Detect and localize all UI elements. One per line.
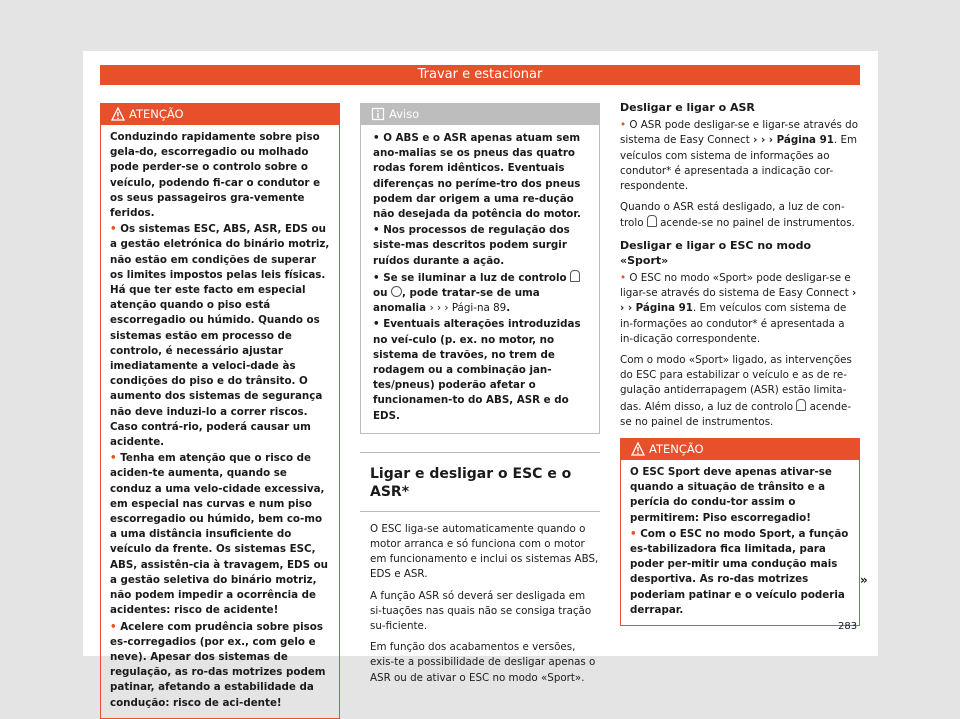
warning-body [101,125,339,718]
paragraph: A função ASR só deverá ser desligada em si-tuações nas quais não se consiga tração su-ficiente. [370,589,592,633]
info-icon [371,107,385,121]
note-header [361,104,599,125]
bullet-text: Tenha em atenção que o risco de aciden-te aumenta, quando se conduz a uma velo-cidade excessiva, em especial nas curvas e num piso escorregadio ou húmido, bem co-mo a uma distância insuficiente do veículo da frente. Os sistemas ESC, ABS, assistên-cia à travagem, EDS ou a gestão seletiva do binário motriz, não podem impedir a ocorrência de acidentes: risco de acidente! [110,452,328,617]
bullet-text: Eventuais alterações introduzidas no veí-culo (p. ex. no motor, no sistema de travões, no trem de rodagem ou a combinação jan-tes/pneus) poderão afetar o funcionamen-to do ABS, ASR e do EDS. [373,318,581,422]
continue-mark: » [860,573,868,587]
paragraph-text: acende-se no painel de instrumentos. [660,217,855,230]
esc-sport-lamp-icon [796,399,806,411]
bullet-text: Acelere com prudência sobre pisos es-corregadios (por ex., com gelo e neve). Apesar dos sistemas de regulação, as ro-das motrizes podem patinar, afetando a estabilidade da condução: risco de aci-dente! [110,620,326,709]
warning-box [100,103,340,719]
list-item: • Os sistemas ESC, ABS, ASR, EDS ou a gestão eletrónica do binário motriz, não estão em condições de superar os limites impostos pelas leis físicas. Há que ter este facto em especial atenção quando o piso está escorregadio ou húmido. Quando os sistemas estão em processo de controlo, é necessário ajustar imediatamente a veloci-dade às condições do piso e do trânsito. O aumento dos sistemas de segurança não deve induzi-lo a correr riscos. Caso contrá-rio, poderá causar um acidente. [110,223,330,449]
list-item: • Nos processos de regulação dos siste-mas descritos podem surgir ruídos durante a ação. [373,224,570,267]
paragraph [620,353,860,430]
bullet-text: Nos processos de regulação dos siste-mas descritos podem surgir ruídos durante a ação. [373,224,570,267]
list-item: • Com o ESC no modo Sport, a função es-tabilizadora fica limitada, para poder per-mitir uma condução mais desportiva. As ro-das motrizes poderiam patinar e o veículo poderia derrapar. [630,527,849,616]
warning-header [621,439,859,460]
bullet-text: Com o ESC no modo Sport, a função es-tabilizadora fica limitada, para poder per-mitir uma condução mais desportiva. As ro-das motrizes poderiam patinar e o veículo poderia derrapar. [630,527,849,616]
paragraph-text: Quando o ASR está desligado, a luz de con-trolo [620,201,845,230]
warning-body [621,460,859,625]
warning-intro: O ESC Sport deve apenas ativar-se quando a situação de trânsito e a perícia do condu-tor assim o permitirem: Piso escorregadio! [630,466,832,524]
paragraph: • O ASR pode desligar-se e ligar-se através do sistema de Easy Connect › › › Página 91. Em veículos com sistema de informações ao condutor* é apresentada a indicação cor-respondente. [620,119,859,193]
paragraph [620,200,860,231]
section-title: Ligar e desligar o ESC e o ASR* [370,465,572,500]
paragraph-text: Com o modo «Sport» ligado, as intervenções do ESC para estabilizar o veículo e as de re-gulação antiderrapagem (ASR) estão limita-das. Além disso, a luz de controlo [620,354,852,413]
warning-icon [631,442,645,456]
subheading: Desligar e ligar o ASR [620,101,755,114]
page-reference-link[interactable]: › › › Pági-na 89 [429,302,507,315]
asr-off-lamp-icon [647,215,657,227]
paragraph-text: acende-se no painel de instrumentos. [620,400,852,428]
paragraph-text: . Em veículos com sistema de informações ao condutor* é apresentada a indicação cor-respondente. [620,134,858,193]
paragraph-text: O ESC no modo «Sport» pode desligar-se e ligar-se através do sistema de Easy Connect [620,272,851,300]
warning-icon [111,107,125,121]
esc-warning-lamp-icon [570,270,580,282]
warning-header [101,104,339,125]
note-body [361,125,599,433]
paragraph-text: . Em veículos com sistema de in-formações ao condutor* é apresentada a in-dicação correspondente. [620,302,847,345]
column-left [100,103,340,719]
paragraph-text: O ASR pode desligar-se e ligar-se através do sistema de Easy Connect [620,119,859,147]
page-number: 283 [838,621,858,632]
list-item: • O ABS e o ASR apenas atuam sem ano-malias se os pneus das quatro rodas forem idênticos. Eventuais diferenças no períme-tro dos pneus podem dar origem a uma re-dução não desejada da potência do motor. [373,132,581,221]
bullet-text: Se se iluminar a luz de controlo [383,271,567,284]
list-item: • Tenha em atenção que o risco de aciden-te aumenta, quando se conduz a uma velo-cidade excessiva, em especial nas curvas e num piso escorregadio ou húmido, bem co-mo a uma distância insuficiente do veículo da frente. Os sistemas ESC, ABS, assistên-cia à travagem, EDS ou a gestão seletiva do binário motriz, não podem impedir a ocorrência de acidentes: risco de acidente! [110,452,328,617]
warning-title: ATENÇÃO [649,442,704,457]
list-item: • Eventuais alterações introduzidas no veí-culo (p. ex. no motor, no sistema de travões, no trem de rodagem ou a combinação jan-tes/pneus) poderão afetar o funcionamen-to do ABS, ASR e do EDS. [373,318,581,422]
page-reference-link[interactable]: › › › Página 91 [620,287,857,315]
warning-box [620,438,860,626]
note-title: Aviso [389,107,420,121]
warning-title: ATENÇÃO [129,107,184,121]
bullet-text: , pode tratar-se de uma anomalia [373,287,540,315]
bullet-text: O ABS e o ASR apenas atuam sem ano-malias se os pneus das quatro rodas forem idênticos. Eventuais diferenças no períme-tro dos pneus podem dar origem a uma re-dução não desejada da potência do motor. [373,132,581,221]
subheading: Desligar e ligar o ESC no modo «Sport» [620,238,812,267]
page-reference-link[interactable]: › › › Página 91 [753,134,834,147]
paragraph: • O ESC no modo «Sport» pode desligar-se e ligar-se através do sistema de Easy Connect › › › Página 91. Em veículos com sistema de in-formações ao condutor* é apresentada a in-dicação correspondente. [620,272,857,345]
page-header: Travar e estacionar [100,65,860,85]
abs-warning-lamp-icon [391,286,402,297]
warning-intro: Conduzindo rapidamente sobre piso gela-do, escorregadio ou molhado pode perder-se o controlo sobre o veículo, podendo fi-car o condutor e os seus passageiros gra-vemente feridos. [110,131,321,220]
list-item: • Acelere com prudência sobre pisos es-corregadios (por ex., com gelo e neve). Apesar dos sistemas de regulação, as ro-das motrizes podem patinar, afetando a estabilidade da condução: risco de aci-dente! [110,620,326,709]
paragraph: Em função dos acabamentos e versões, exis-te a possibilidade de desligar apenas o ASR ou de ativar o ESC no modo «Sport». [370,641,596,684]
column-right [620,100,860,626]
bullet-text: . [506,302,511,315]
note-box [360,103,600,434]
bullet-text: Os sistemas ESC, ABS, ASR, EDS ou a gestão eletrónica do binário motriz, não estão em condições de superar os limites impostos pelas leis físicas. Há que ter este facto em especial atenção quando o piso está escorregadio ou húmido. Quando os sistemas estão em processo de controlo, é necessário ajustar imediatamente a veloci-dade às condições do piso e do trânsito. O aumento dos sistemas de segurança não deve induzi-lo a correr riscos. Caso contrá-rio, poderá causar um acidente. [110,223,330,449]
bullet-text: ou [373,287,388,300]
column-middle [360,103,600,692]
list-item: • Se se iluminar a luz de controlo ou , pode tratar-se de uma anomalia › › › Pági-na 89. [373,270,589,317]
paragraph: O ESC liga-se automaticamente quando o motor arranca e só funciona com o motor em funcionamento e inclui os sistemas ABS, EDS e ASR. [370,522,599,581]
